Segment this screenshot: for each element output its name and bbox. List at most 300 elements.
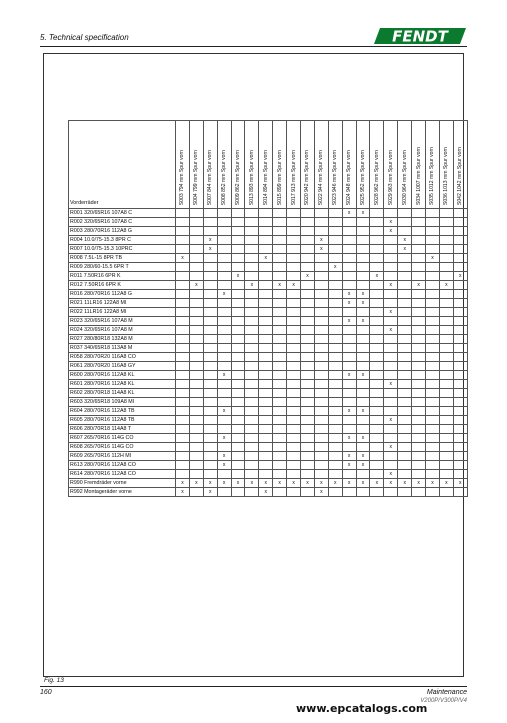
- table-cell: [301, 407, 315, 416]
- table-cell: [176, 236, 190, 245]
- table-cell: [176, 245, 190, 254]
- table-cell: [412, 272, 426, 281]
- table-cell: [398, 434, 412, 443]
- table-cell: [384, 488, 398, 497]
- table-cell: [328, 398, 342, 407]
- table-cell: [356, 443, 370, 452]
- column-header: [370, 121, 384, 209]
- table-cell: [245, 434, 259, 443]
- column-header: [314, 121, 328, 209]
- table-cell: [370, 254, 384, 263]
- table-cell: [342, 353, 356, 362]
- row-label: R024 320/65R16 107A8 M: [69, 326, 176, 335]
- table-cell: [245, 245, 259, 254]
- table-cell: [370, 308, 384, 317]
- table-cell: [301, 299, 315, 308]
- table-cell: [259, 425, 273, 434]
- table-cell: [439, 443, 453, 452]
- table-cell: [453, 218, 467, 227]
- table-cell: [273, 443, 287, 452]
- table-cell: [439, 308, 453, 317]
- table-cell: [314, 299, 328, 308]
- table-cell: [439, 389, 453, 398]
- table-cell: [245, 398, 259, 407]
- table-cell: [287, 209, 301, 218]
- table-cell: x: [384, 470, 398, 479]
- table-cell: [384, 245, 398, 254]
- table-cell: [176, 461, 190, 470]
- table-cell: [356, 380, 370, 389]
- table-cell: x: [273, 281, 287, 290]
- table-cell: [370, 371, 384, 380]
- table-cell: [231, 398, 245, 407]
- column-header-label: S004 799 mm Spur vorn: [193, 149, 200, 205]
- table-cell: [453, 425, 467, 434]
- table-cell: [245, 470, 259, 479]
- column-header-label: S042 1042 mm Spur vorn: [457, 146, 464, 205]
- row-label: R600 280/70R16 112A8 KL: [69, 371, 176, 380]
- table-cell: x: [287, 281, 301, 290]
- table-cell: [356, 416, 370, 425]
- table-cell: x: [273, 479, 287, 488]
- column-header: [231, 121, 245, 209]
- table-cell: [439, 353, 453, 362]
- table-cell: [384, 389, 398, 398]
- table-row: [69, 326, 468, 335]
- table-cell: x: [356, 479, 370, 488]
- table-cell: [314, 317, 328, 326]
- table-cell: [328, 371, 342, 380]
- table-cell: x: [342, 371, 356, 380]
- table-cell: [412, 335, 426, 344]
- table-cell: [287, 317, 301, 326]
- table-cell: [176, 218, 190, 227]
- table-cell: [217, 335, 231, 344]
- table-cell: [453, 344, 467, 353]
- table-cell: [273, 344, 287, 353]
- table-cell: [203, 380, 217, 389]
- table-cell: [370, 326, 384, 335]
- table-cell: [245, 461, 259, 470]
- column-header: [176, 121, 190, 209]
- table-cell: [439, 236, 453, 245]
- table-cell: [328, 254, 342, 263]
- table-cell: [342, 389, 356, 398]
- section-title: 5. Technical specification: [40, 33, 129, 42]
- table-cell: [176, 272, 190, 281]
- table-cell: [356, 353, 370, 362]
- table-cell: [384, 236, 398, 245]
- table-cell: [328, 236, 342, 245]
- row-label: R603 320/65R18 109A8 MI: [69, 398, 176, 407]
- table-cell: [314, 398, 328, 407]
- row-label: R614 280/70R16 112A8 CO: [69, 470, 176, 479]
- table-cell: [259, 470, 273, 479]
- table-cell: [273, 488, 287, 497]
- table-cell: [287, 425, 301, 434]
- table-cell: [259, 299, 273, 308]
- footer-rule: [40, 686, 467, 687]
- column-header: [273, 121, 287, 209]
- table-cell: [231, 218, 245, 227]
- table-cell: x: [342, 461, 356, 470]
- table-cell: [189, 452, 203, 461]
- table-cell: x: [356, 407, 370, 416]
- table-cell: [439, 470, 453, 479]
- table-cell: [176, 263, 190, 272]
- table-row: [69, 281, 468, 290]
- table-cell: [217, 425, 231, 434]
- table-cell: [384, 452, 398, 461]
- table-cell: [301, 443, 315, 452]
- table-cell: [412, 209, 426, 218]
- table-cell: [426, 407, 440, 416]
- column-header-label: S022 944 mm Spur vorn: [318, 149, 325, 205]
- table-cell: [426, 362, 440, 371]
- table-cell: [356, 245, 370, 254]
- table-row: [69, 398, 468, 407]
- table-cell: x: [342, 209, 356, 218]
- table-cell: [189, 353, 203, 362]
- table-cell: x: [370, 479, 384, 488]
- table-cell: [176, 317, 190, 326]
- table-cell: [439, 218, 453, 227]
- table-cell: [287, 245, 301, 254]
- row-label: R007 10.0/75-15.3 10PRC: [69, 245, 176, 254]
- table-cell: [439, 290, 453, 299]
- table-cell: [287, 389, 301, 398]
- table-cell: [384, 398, 398, 407]
- table-cell: [453, 371, 467, 380]
- table-cell: [287, 398, 301, 407]
- table-cell: [245, 344, 259, 353]
- table-cell: [342, 398, 356, 407]
- table-cell: [426, 299, 440, 308]
- table-cell: [273, 299, 287, 308]
- table-cell: [259, 272, 273, 281]
- table-cell: [189, 263, 203, 272]
- table-cell: x: [356, 317, 370, 326]
- table-cell: [301, 434, 315, 443]
- table-row: [69, 353, 468, 362]
- table-cell: [342, 326, 356, 335]
- table-cell: [189, 335, 203, 344]
- table-cell: [259, 236, 273, 245]
- table-cell: [259, 461, 273, 470]
- table-cell: [453, 227, 467, 236]
- table-cell: [287, 299, 301, 308]
- table-row: [69, 308, 468, 317]
- column-header-label: S028 962 mm Spur vorn: [373, 149, 380, 205]
- table-cell: [259, 263, 273, 272]
- table-cell: [301, 398, 315, 407]
- table-cell: [189, 407, 203, 416]
- table-cell: x: [439, 479, 453, 488]
- table-cell: [439, 254, 453, 263]
- table-cell: [384, 272, 398, 281]
- table-cell: [273, 254, 287, 263]
- column-header-label: S014 894 mm Spur vorn: [262, 149, 269, 205]
- table-cell: [439, 371, 453, 380]
- table-cell: [453, 335, 467, 344]
- table-cell: x: [189, 479, 203, 488]
- table-row: [69, 452, 468, 461]
- table-cell: [287, 461, 301, 470]
- table-cell: [176, 380, 190, 389]
- table-cell: [398, 209, 412, 218]
- table-cell: [189, 326, 203, 335]
- table-cell: [328, 452, 342, 461]
- table-cell: [342, 272, 356, 281]
- table-cell: [356, 425, 370, 434]
- table-cell: x: [384, 218, 398, 227]
- table-cell: [370, 335, 384, 344]
- table-cell: x: [203, 245, 217, 254]
- table-cell: [231, 335, 245, 344]
- table-cell: [439, 362, 453, 371]
- table-cell: [398, 407, 412, 416]
- table-cell: [328, 290, 342, 299]
- table-cell: [412, 407, 426, 416]
- table-cell: [384, 434, 398, 443]
- table-cell: [426, 263, 440, 272]
- table-cell: [189, 398, 203, 407]
- table-cell: [426, 434, 440, 443]
- header-rule: [40, 46, 467, 47]
- table-cell: [301, 371, 315, 380]
- table-cell: [328, 470, 342, 479]
- table-cell: [176, 326, 190, 335]
- table-cell: [231, 227, 245, 236]
- table-cell: [217, 380, 231, 389]
- table-cell: [203, 452, 217, 461]
- table-cell: [259, 326, 273, 335]
- table-cell: [189, 434, 203, 443]
- table-cell: x: [189, 281, 203, 290]
- table-cell: [342, 227, 356, 236]
- table-cell: [217, 281, 231, 290]
- table-cell: [259, 218, 273, 227]
- table-cell: [314, 380, 328, 389]
- column-header-label: S023 946 mm Spur vorn: [332, 149, 339, 205]
- table-cell: x: [412, 479, 426, 488]
- table-cell: [217, 236, 231, 245]
- table-cell: [189, 209, 203, 218]
- table-cell: [217, 245, 231, 254]
- table-cell: [203, 434, 217, 443]
- table-cell: [426, 452, 440, 461]
- row-label: R602 280/70R18 114A8 KL: [69, 389, 176, 398]
- table-cell: [176, 353, 190, 362]
- table-row: [69, 371, 468, 380]
- table-cell: [231, 236, 245, 245]
- table-cell: [370, 425, 384, 434]
- table-cell: [217, 317, 231, 326]
- table-cell: [453, 389, 467, 398]
- table-cell: [314, 443, 328, 452]
- table-cell: x: [342, 479, 356, 488]
- column-header: [203, 121, 217, 209]
- table-cell: [384, 371, 398, 380]
- table-cell: [189, 389, 203, 398]
- table-cell: [259, 380, 273, 389]
- table-cell: [189, 272, 203, 281]
- column-header-label: S007 844 mm Spur vorn: [207, 149, 214, 205]
- table-cell: x: [342, 317, 356, 326]
- table-cell: [189, 299, 203, 308]
- table-cell: [301, 245, 315, 254]
- table-cell: [314, 218, 328, 227]
- table-cell: [384, 407, 398, 416]
- table-cell: [259, 317, 273, 326]
- table-cell: x: [398, 479, 412, 488]
- table-cell: [453, 236, 467, 245]
- table-cell: [412, 353, 426, 362]
- table-cell: x: [384, 479, 398, 488]
- table-cell: [273, 452, 287, 461]
- table-cell: [342, 488, 356, 497]
- table-cell: [328, 434, 342, 443]
- table-row: [69, 236, 468, 245]
- corner-label: Vorderräder: [69, 121, 176, 209]
- column-header-label: S024 948 mm Spur vorn: [346, 149, 353, 205]
- table-cell: [176, 371, 190, 380]
- table-cell: [176, 281, 190, 290]
- column-header: [217, 121, 231, 209]
- table-cell: [328, 344, 342, 353]
- table-cell: [314, 254, 328, 263]
- table-cell: [439, 452, 453, 461]
- table-cell: [287, 344, 301, 353]
- table-cell: [314, 263, 328, 272]
- table-cell: [245, 209, 259, 218]
- table-cell: x: [328, 479, 342, 488]
- table-cell: [439, 380, 453, 389]
- row-label: R023 320/65R16 107A8 M: [69, 317, 176, 326]
- table-cell: [176, 470, 190, 479]
- table-cell: [356, 470, 370, 479]
- table-cell: [203, 425, 217, 434]
- table-row: [69, 470, 468, 479]
- table-cell: [384, 317, 398, 326]
- column-header-label: S025 952 mm Spur vorn: [360, 149, 367, 205]
- table-cell: [273, 263, 287, 272]
- column-header: [328, 121, 342, 209]
- table-cell: [301, 236, 315, 245]
- table-cell: [314, 425, 328, 434]
- wheel-track-table: [68, 120, 468, 497]
- table-cell: [370, 362, 384, 371]
- table-cell: [203, 272, 217, 281]
- table-cell: [259, 389, 273, 398]
- table-cell: [217, 470, 231, 479]
- table-cell: [217, 263, 231, 272]
- table-cell: [231, 488, 245, 497]
- table-row: [69, 488, 468, 497]
- table-cell: [314, 290, 328, 299]
- table-cell: [245, 380, 259, 389]
- table-cell: [426, 380, 440, 389]
- table-cell: [342, 470, 356, 479]
- table-cell: [287, 371, 301, 380]
- table-cell: x: [301, 479, 315, 488]
- row-label: R001 320/65R16 107A8 C: [69, 209, 176, 218]
- table-cell: [176, 452, 190, 461]
- table-cell: [426, 371, 440, 380]
- table-cell: [328, 380, 342, 389]
- table-cell: [259, 308, 273, 317]
- row-label: R009 280/60-15.5 6PR T: [69, 263, 176, 272]
- table-cell: [370, 245, 384, 254]
- table-cell: [398, 470, 412, 479]
- table-cell: [287, 488, 301, 497]
- table-cell: [259, 371, 273, 380]
- table-cell: [259, 434, 273, 443]
- table-cell: [314, 470, 328, 479]
- table-cell: x: [384, 326, 398, 335]
- table-cell: [301, 254, 315, 263]
- table-cell: x: [453, 272, 467, 281]
- table-cell: [245, 263, 259, 272]
- table-cell: [439, 407, 453, 416]
- table-cell: [398, 335, 412, 344]
- row-label: R607 265/70R16 114G CO: [69, 434, 176, 443]
- column-header-label: S020 942 mm Spur vorn: [304, 149, 311, 205]
- table-cell: [231, 344, 245, 353]
- table-cell: [384, 263, 398, 272]
- table-cell: [287, 290, 301, 299]
- table-cell: [273, 407, 287, 416]
- table-cell: [245, 236, 259, 245]
- table-cell: [412, 362, 426, 371]
- table-cell: [342, 416, 356, 425]
- table-cell: [273, 227, 287, 236]
- table-cell: [287, 353, 301, 362]
- table-cell: [301, 209, 315, 218]
- table-cell: [453, 308, 467, 317]
- table-cell: [412, 488, 426, 497]
- table-cell: [398, 488, 412, 497]
- table-cell: [245, 425, 259, 434]
- table-cell: [314, 461, 328, 470]
- table-cell: x: [217, 434, 231, 443]
- table-cell: [328, 209, 342, 218]
- table-cell: [217, 398, 231, 407]
- table-cell: [287, 443, 301, 452]
- table-cell: [412, 290, 426, 299]
- table-cell: [328, 362, 342, 371]
- table-row: [69, 344, 468, 353]
- table-cell: [314, 209, 328, 218]
- table-cell: [259, 416, 273, 425]
- table-cell: [356, 254, 370, 263]
- table-cell: x: [231, 479, 245, 488]
- column-header: [453, 121, 467, 209]
- table-cell: [231, 263, 245, 272]
- table-cell: [453, 326, 467, 335]
- table-cell: [439, 335, 453, 344]
- table-cell: [301, 281, 315, 290]
- table-cell: [231, 353, 245, 362]
- table-cell: [314, 308, 328, 317]
- table-cell: [176, 407, 190, 416]
- table-cell: [328, 272, 342, 281]
- table-cell: [412, 263, 426, 272]
- table-cell: x: [398, 236, 412, 245]
- table-cell: [398, 353, 412, 362]
- table-cell: [370, 281, 384, 290]
- table-cell: [412, 317, 426, 326]
